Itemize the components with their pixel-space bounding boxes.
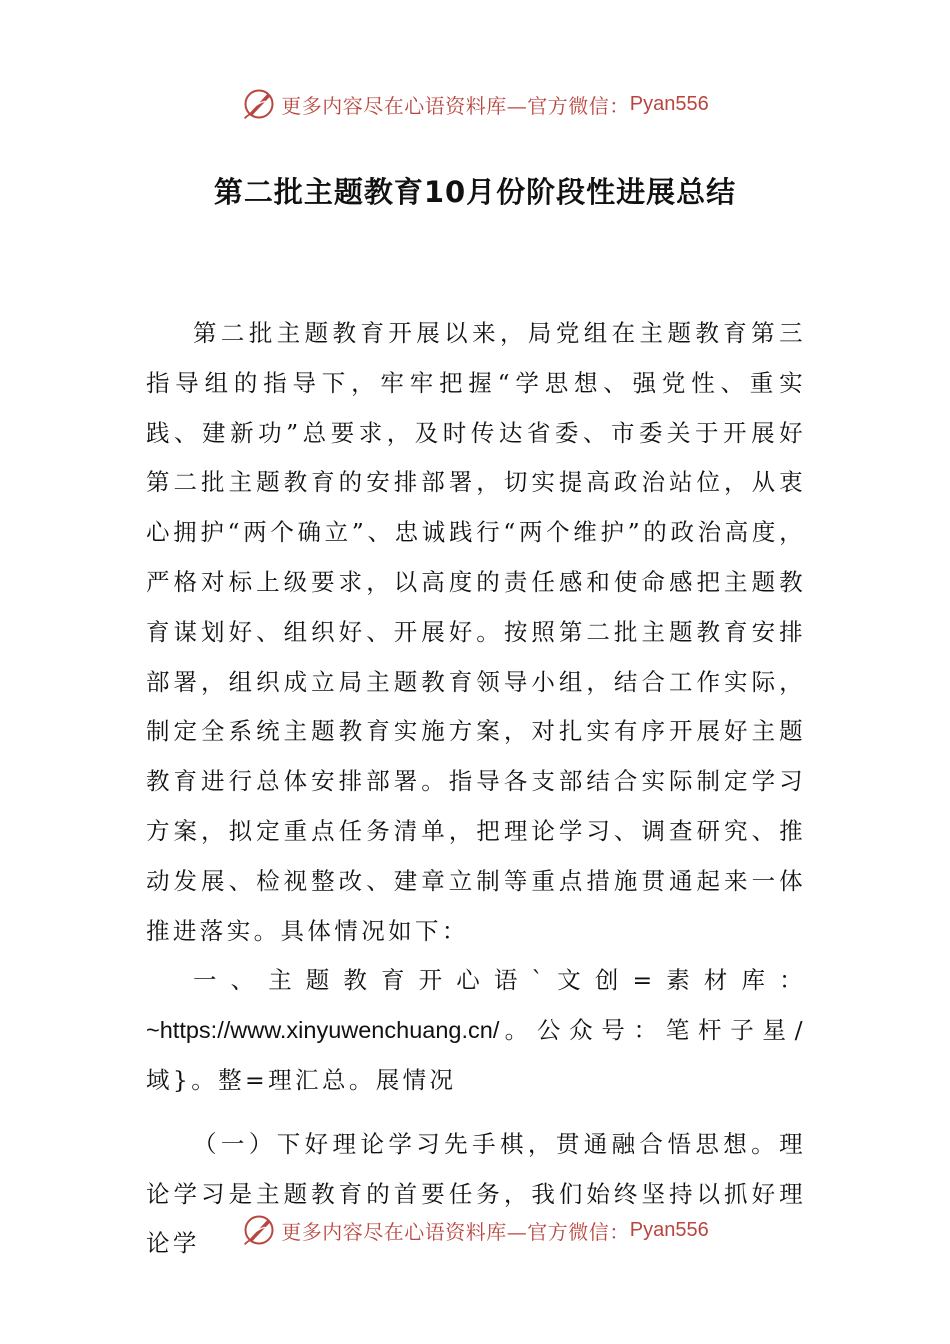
quill-pen-circle-icon xyxy=(241,86,277,122)
document-title: 第二批主题教育10月份阶段性进展总结 xyxy=(213,175,737,209)
section-heading xyxy=(146,956,806,1105)
watermark-slogan: 更多内容尽在心语资料库—官方微信： xyxy=(281,93,630,118)
quill-pen-circle-icon xyxy=(241,1212,277,1248)
section-heading-prefix: 一、主题教育开心语`文创=素材库： xyxy=(193,966,806,995)
watermark-header xyxy=(0,84,950,124)
watermark-footer xyxy=(0,1210,950,1250)
watermark-slogan: 更多内容尽在心语资料库—官方微信： xyxy=(281,1219,630,1244)
watermark-handle: Pyan556 xyxy=(629,92,709,115)
document-body xyxy=(146,309,806,1269)
intro-paragraph: 第二批主题教育开展以来，局党组在主题教育第三指导组的指导下，牢牢把握“学思想、强党性、重实践、建新功”总要求，及时传达省委、市委关于开展好第二批主题教育的安排部署，切实提高政治站位，从衷心拥护“两个确立”、忠诚践行“两个维护”的政治高度，严格对标上级要求，以高度的责任感和使命感把主题教育谋划好、组织好、开展好。按照第二批主题教育安排部署，组织成立局主题教育领导小组，结合工作实际，制定全系统主题教育实施方案，对扎实有序开展好主题教育进行总体安排部署。指导各支部结合实际制定学习方案，拟定重点任务清单，把理论学习、调查研究、推动发展、检视整改、建章立制等重点措施贯通起来一体推进落实。具体情况如下： xyxy=(146,319,806,945)
section-heading-suffix: 。公众号：笔杆子星/域}。整=理汇总。展情况 xyxy=(146,1016,806,1094)
watermark-handle: Pyan556 xyxy=(629,1218,709,1241)
section-heading-url: ~https://www.xinyuwenchuang.cn/ xyxy=(146,1017,500,1044)
subsection-paragraph: （一）下好理论学习先手棋，贯通融合悟思想。理论学习是主题教育的首要任务，我们始终坚持以抓好理论学 xyxy=(146,1129,806,1258)
